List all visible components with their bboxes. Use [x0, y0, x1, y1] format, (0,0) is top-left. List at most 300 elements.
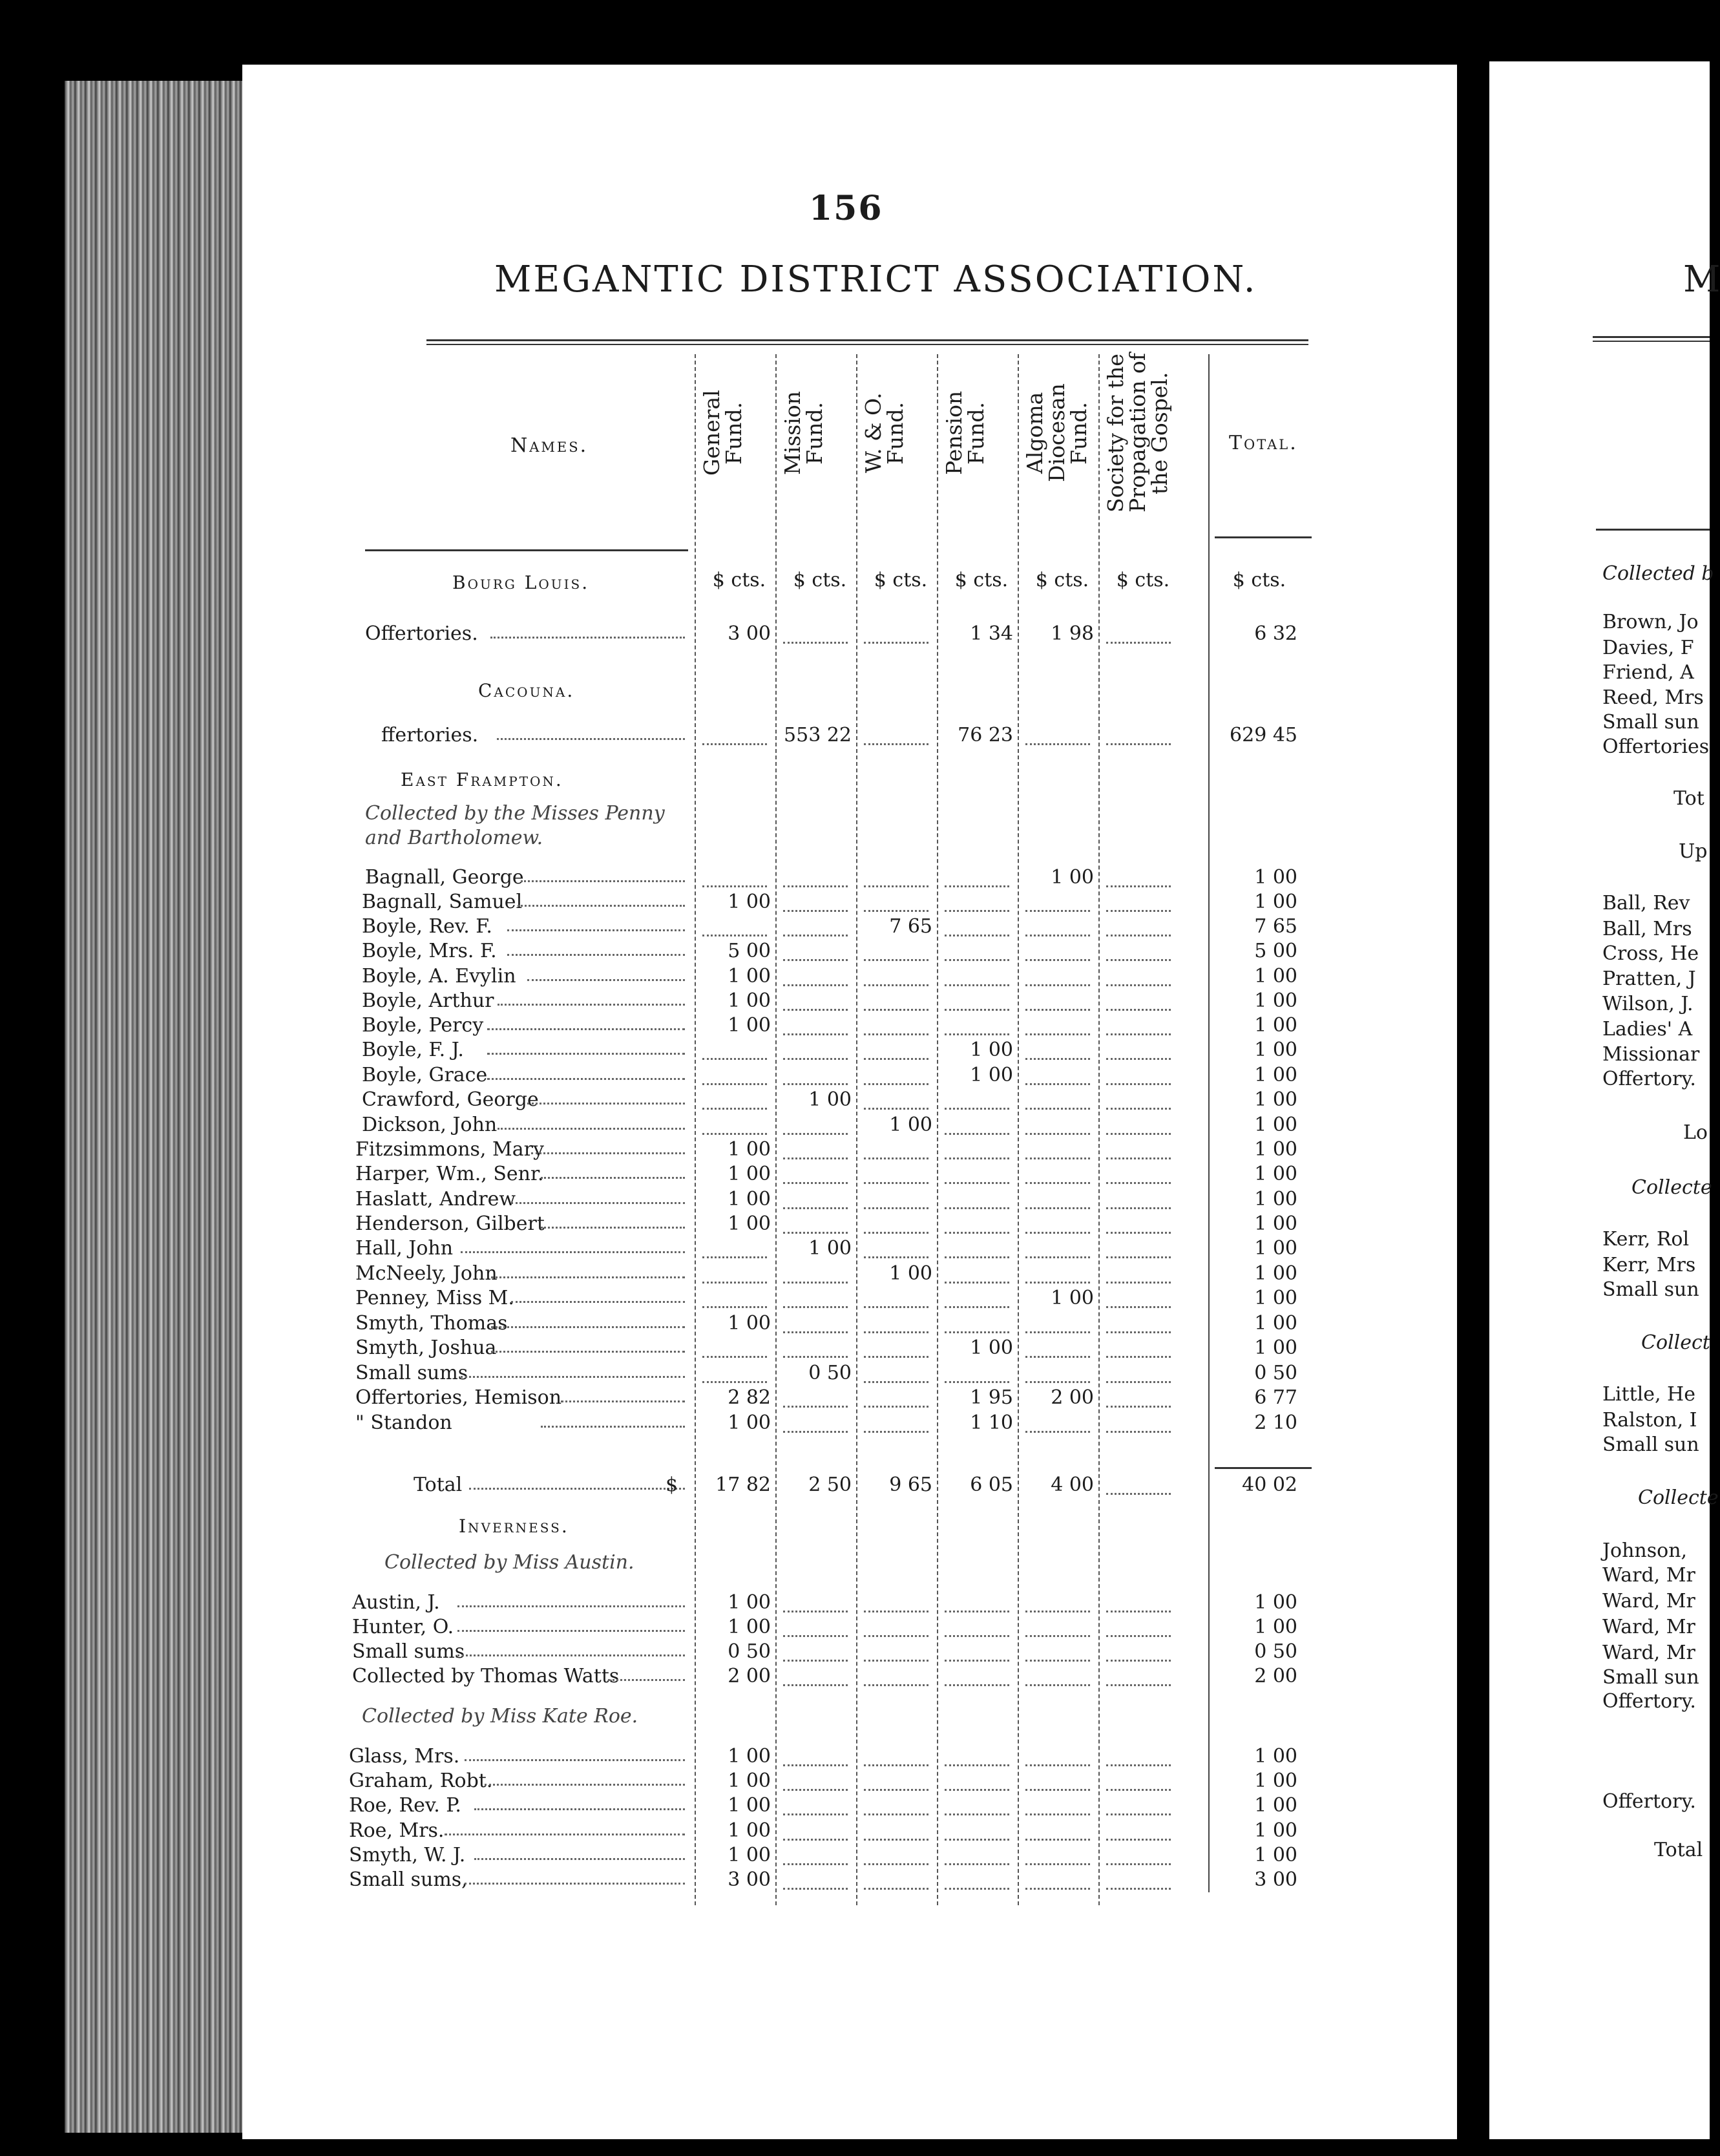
row-name: Penney, Miss M.	[355, 1287, 514, 1309]
empty-cell-dots	[702, 1340, 767, 1358]
table-row	[0, 1819, 1710, 1841]
header-fund-2: Mission Fund.	[780, 391, 827, 475]
total-rule	[1215, 1467, 1312, 1469]
right-page-line: Reed, Mrs	[1602, 686, 1704, 709]
empty-cell-dots	[864, 1366, 928, 1383]
row-name: Smyth, Joshua	[355, 1337, 497, 1359]
empty-cell-dots	[1025, 993, 1090, 1011]
empty-cell-dots	[783, 969, 848, 986]
header-fund-5: Algoma Diocesan Fund.	[1022, 383, 1091, 483]
right-page-line: Collecte	[1631, 1176, 1712, 1199]
leader-dots	[507, 929, 685, 931]
right-page-line: Johnson,	[1602, 1539, 1688, 1562]
empty-cell-dots	[945, 1823, 1009, 1841]
empty-cell-dots	[702, 728, 767, 745]
right-page-line: Missionar	[1602, 1043, 1700, 1066]
right-page-line: Ward, Mr	[1602, 1642, 1695, 1664]
total-dollar-sign: $	[666, 1474, 678, 1496]
row-name: Total	[414, 1474, 463, 1496]
empty-cell-dots	[945, 1291, 1009, 1308]
empty-cell-dots	[1025, 1415, 1090, 1433]
amount-cell: 1 00	[1254, 1212, 1297, 1235]
table-row	[0, 965, 1710, 987]
table-row	[0, 1088, 1710, 1110]
empty-cell-dots	[864, 1042, 928, 1060]
empty-cell-dots	[783, 1316, 848, 1333]
empty-cell-dots	[864, 1018, 928, 1035]
right-page-line: Offertory.	[1602, 1690, 1696, 1713]
empty-cell-dots	[864, 1241, 928, 1258]
right-page-line: Ward, Mr	[1602, 1590, 1695, 1612]
table-row	[0, 1262, 1710, 1284]
amount-cell: 1 00	[728, 1844, 771, 1866]
empty-cell-dots	[1106, 728, 1171, 745]
row-name: Glass, Mrs.	[349, 1745, 460, 1768]
amount-cell: 5 00	[1254, 940, 1297, 962]
leader-dots	[490, 637, 685, 639]
empty-cell-dots	[945, 1092, 1009, 1110]
row-name: Offertories.	[365, 622, 478, 645]
row-name: Boyle, Grace	[362, 1064, 488, 1086]
empty-cell-dots	[783, 1167, 848, 1184]
amount-cell: 1 00	[728, 965, 771, 988]
unit-label: $ cts.	[1116, 569, 1170, 591]
right-page-line: Small sun	[1602, 711, 1699, 734]
section-heading: Inverness.	[459, 1516, 569, 1537]
amount-cell: 0 50	[1254, 1640, 1297, 1663]
empty-cell-dots	[945, 1167, 1009, 1184]
table-row	[0, 1138, 1710, 1160]
empty-cell-dots	[1025, 1092, 1090, 1110]
empty-cell-dots	[945, 1142, 1009, 1159]
empty-cell-dots	[1106, 1167, 1171, 1184]
empty-cell-dots	[1025, 1848, 1090, 1865]
amount-cell: 1 00	[1254, 1114, 1297, 1136]
empty-cell-dots	[1106, 1291, 1171, 1308]
table-row	[0, 866, 1710, 888]
right-page-line: Collecte	[1638, 1486, 1719, 1509]
leader-dots	[461, 1376, 685, 1378]
table-row	[0, 1337, 1710, 1358]
right-page-line: Small sun	[1602, 1433, 1699, 1456]
empty-cell-dots	[1025, 1042, 1090, 1060]
table-row	[0, 1212, 1710, 1234]
amount-cell: 1 00	[728, 1138, 771, 1161]
empty-cell-dots	[864, 870, 928, 887]
empty-cell-dots	[783, 1340, 848, 1358]
empty-cell-dots	[1106, 969, 1171, 986]
row-name: Harper, Wm., Senr.	[355, 1163, 544, 1185]
empty-cell-dots	[1106, 1823, 1171, 1841]
table-row	[0, 1114, 1710, 1136]
row-name: Boyle, A. Evylin	[362, 965, 516, 988]
empty-cell-dots	[1025, 894, 1090, 912]
amount-cell: 1 00	[1051, 1287, 1094, 1309]
amount-cell: 3 00	[728, 1868, 771, 1891]
empty-cell-dots	[945, 1241, 1009, 1258]
amount-cell: 1 00	[1254, 1844, 1297, 1866]
amount-cell: 1 00	[1254, 866, 1297, 889]
empty-cell-dots	[1106, 1316, 1171, 1333]
right-page-title: M	[1683, 259, 1720, 301]
empty-cell-dots	[783, 993, 848, 1011]
amount-cell: 1 00	[970, 1039, 1013, 1061]
empty-cell-dots	[783, 1798, 848, 1815]
header-fund-4: Pension Fund.	[941, 390, 989, 476]
empty-cell-dots	[1025, 1872, 1090, 1890]
empty-cell-dots	[783, 944, 848, 961]
amount-cell: 7 65	[1254, 915, 1297, 938]
empty-cell-dots	[945, 1117, 1009, 1135]
leader-dots	[507, 954, 685, 956]
amount-cell: 2 50	[808, 1474, 852, 1496]
table-row	[0, 1039, 1710, 1061]
row-name: Boyle, F. J.	[362, 1039, 464, 1061]
empty-cell-dots	[1106, 1366, 1171, 1383]
leader-dots	[527, 1103, 685, 1104]
unit-label: $ cts.	[1035, 569, 1089, 591]
row-name: Boyle, Mrs. F.	[362, 940, 497, 962]
amount-cell: 2 00	[1051, 1386, 1094, 1409]
amount-cell: 1 00	[728, 1794, 771, 1817]
leader-dots	[465, 1759, 686, 1761]
empty-cell-dots	[783, 1390, 848, 1408]
empty-cell-dots	[945, 1798, 1009, 1815]
page-title: MEGANTIC DISTRICT ASSOCIATION.	[494, 259, 1257, 301]
leader-dots	[541, 1426, 685, 1428]
amount-cell: 629 45	[1230, 724, 1297, 746]
empty-cell-dots	[702, 919, 767, 936]
table-row	[0, 1665, 1710, 1687]
empty-cell-dots	[945, 1848, 1009, 1865]
empty-cell-dots	[945, 919, 1009, 936]
amount-cell: 1 00	[1254, 1770, 1297, 1792]
empty-cell-dots	[864, 1749, 928, 1766]
right-page-line: Kerr, Mrs	[1602, 1254, 1696, 1276]
empty-cell-dots	[702, 1266, 767, 1284]
table-row	[0, 1064, 1710, 1086]
leader-dots	[461, 1251, 685, 1253]
right-page-line: Ward, Mr	[1602, 1616, 1695, 1638]
row-name: Small sums	[355, 1362, 468, 1384]
empty-cell-dots	[864, 1192, 928, 1209]
empty-cell-dots	[864, 1798, 928, 1815]
right-page-line: Ladies' A	[1602, 1018, 1693, 1041]
page-number: 156	[809, 189, 883, 228]
empty-cell-dots	[783, 1620, 848, 1637]
right-page-line: Ball, Mrs	[1602, 918, 1692, 940]
row-name: Dickson, John	[362, 1114, 498, 1136]
table-row	[0, 1616, 1710, 1638]
right-page-line: Kerr, Rol	[1602, 1228, 1690, 1251]
empty-cell-dots	[783, 1644, 848, 1662]
amount-cell: 1 00	[728, 891, 771, 913]
empty-cell-dots	[945, 1620, 1009, 1637]
leader-dots	[521, 880, 686, 882]
amount-cell: 1 00	[808, 1237, 852, 1260]
column-divider	[1208, 354, 1210, 1892]
empty-cell-dots	[1106, 1266, 1171, 1284]
table-row	[0, 1014, 1710, 1036]
amount-cell: 1 00	[1254, 1616, 1297, 1638]
amount-cell: 1 00	[970, 1337, 1013, 1359]
table-row	[0, 1640, 1710, 1662]
right-page-line: Davies, F	[1602, 637, 1694, 659]
empty-cell-dots	[783, 1823, 848, 1841]
amount-cell: 0 50	[728, 1640, 771, 1663]
right-page-line: Brown, Jo	[1602, 611, 1699, 633]
leader-dots	[527, 979, 685, 981]
right-page-line: Friend, A	[1602, 661, 1694, 684]
empty-cell-dots	[783, 1291, 848, 1308]
amount-cell: 1 00	[1254, 1337, 1297, 1359]
empty-cell-dots	[1025, 919, 1090, 936]
amount-cell: 6 05	[970, 1474, 1013, 1496]
empty-cell-dots	[1025, 1340, 1090, 1358]
table-row	[0, 1770, 1710, 1791]
amount-cell: 1 00	[808, 1088, 852, 1111]
empty-cell-dots	[864, 728, 928, 745]
amount-cell: 1 00	[728, 1819, 771, 1842]
empty-cell-dots	[1025, 1117, 1090, 1135]
empty-cell-dots	[783, 894, 848, 912]
amount-cell: 1 00	[728, 989, 771, 1012]
amount-cell: 1 00	[728, 1745, 771, 1768]
amount-cell: 1 00	[728, 1312, 771, 1335]
section-heading: Cacouna.	[478, 680, 575, 701]
empty-cell-dots	[783, 919, 848, 936]
leader-dots	[511, 1301, 686, 1303]
leader-dots	[445, 1834, 686, 1835]
amount-cell: 1 00	[889, 1262, 932, 1285]
row-name: Boyle, Arthur	[362, 989, 494, 1012]
empty-cell-dots	[945, 870, 1009, 887]
right-page-line: Ralston, I	[1602, 1409, 1697, 1432]
table-row	[0, 915, 1710, 937]
empty-cell-dots	[864, 1167, 928, 1184]
table-row	[0, 724, 1710, 746]
table-row	[0, 1312, 1710, 1334]
amount-cell: 76 23	[958, 724, 1013, 746]
amount-cell: 0 50	[808, 1362, 852, 1384]
empty-cell-dots	[945, 1749, 1009, 1766]
header-fund-1: General Fund.	[699, 390, 746, 476]
empty-cell-dots	[1025, 1620, 1090, 1637]
empty-cell-dots	[1106, 1644, 1171, 1662]
amount-cell: 1 00	[889, 1114, 932, 1136]
row-name: Henderson, Gilbert	[355, 1212, 545, 1235]
empty-cell-dots	[864, 626, 928, 644]
leader-dots	[487, 1053, 685, 1055]
right-page-line: Ball, Rev	[1602, 892, 1690, 914]
leader-dots	[474, 1858, 685, 1860]
table-row	[0, 1362, 1710, 1384]
leader-dots	[457, 1630, 685, 1632]
empty-cell-dots	[702, 1068, 767, 1085]
row-name: ffertories.	[381, 724, 479, 746]
amount-cell: 1 00	[1254, 1014, 1297, 1037]
amount-cell: 1 00	[1254, 1591, 1297, 1614]
table-row	[0, 1474, 1710, 1495]
empty-cell-dots	[1106, 1241, 1171, 1258]
right-page-line: Offertory.	[1602, 1790, 1696, 1813]
amount-cell: 553 22	[784, 724, 852, 746]
row-name: Roe, Mrs.	[349, 1819, 445, 1842]
amount-cell: 1 00	[728, 1411, 771, 1434]
empty-cell-dots	[945, 1595, 1009, 1612]
amount-cell: 3 00	[728, 622, 771, 645]
unit-label: $ cts.	[874, 569, 928, 591]
amount-cell: 2 00	[728, 1665, 771, 1687]
empty-cell-dots	[864, 1390, 928, 1408]
empty-cell-dots	[783, 1216, 848, 1234]
header-bottom-rule-total	[1215, 536, 1312, 538]
amount-cell: 1 00	[1254, 1312, 1297, 1335]
empty-cell-dots	[1025, 1669, 1090, 1686]
leader-dots	[487, 1078, 685, 1080]
row-name: Bagnall, Samuel	[362, 891, 523, 913]
empty-cell-dots	[864, 1291, 928, 1308]
empty-cell-dots	[945, 993, 1009, 1011]
empty-cell-dots	[864, 1595, 928, 1612]
right-page-line: Cross, He	[1602, 942, 1699, 965]
amount-cell: 1 10	[970, 1411, 1013, 1434]
empty-cell-dots	[864, 894, 928, 912]
table-row	[0, 989, 1710, 1011]
row-name: " Standon	[355, 1411, 452, 1434]
collector-note: Collected by Miss Kate Roe.	[362, 1705, 638, 1728]
empty-cell-dots	[945, 944, 1009, 961]
amount-cell: 17 82	[715, 1474, 771, 1496]
collector-note: Collected by Miss Austin.	[384, 1551, 635, 1574]
amount-cell: 1 95	[970, 1386, 1013, 1409]
right-page-line: Wilson, J.	[1602, 993, 1694, 1015]
empty-cell-dots	[783, 1848, 848, 1865]
empty-cell-dots	[945, 1316, 1009, 1333]
empty-cell-dots	[864, 1340, 928, 1358]
amount-cell: 40 02	[1242, 1474, 1297, 1496]
empty-cell-dots	[1025, 1366, 1090, 1383]
empty-cell-dots	[1106, 1042, 1171, 1060]
collector-note: Collected by the Misses Penny and Bartholomew.	[365, 802, 665, 849]
empty-cell-dots	[1106, 1390, 1171, 1408]
leader-dots	[487, 1028, 685, 1030]
row-name: Offertories, Hemison	[355, 1386, 562, 1409]
leader-dots	[518, 905, 686, 907]
leader-dots	[531, 1152, 686, 1154]
amount-cell: 1 00	[1254, 1237, 1297, 1260]
empty-cell-dots	[1106, 1620, 1171, 1637]
amount-cell: 1 00	[728, 1188, 771, 1210]
amount-cell: 1 00	[970, 1064, 1013, 1086]
amount-cell: 3 00	[1254, 1868, 1297, 1891]
empty-cell-dots	[864, 1092, 928, 1110]
amount-cell: 1 00	[1254, 965, 1297, 988]
row-name: Roe, Rev. P.	[349, 1794, 461, 1817]
header-total: Total.	[1229, 432, 1298, 454]
amount-cell: 1 00	[1254, 1163, 1297, 1185]
empty-cell-dots	[1025, 969, 1090, 986]
empty-cell-dots	[864, 1142, 928, 1159]
table-row	[0, 891, 1710, 913]
row-name: Graham, Robt.	[349, 1770, 493, 1792]
empty-cell-dots	[1025, 1266, 1090, 1284]
empty-cell-dots	[1106, 1216, 1171, 1234]
row-name: Collected by Thomas Watts	[352, 1665, 620, 1687]
unit-label: $ cts.	[793, 569, 847, 591]
empty-cell-dots	[783, 1117, 848, 1135]
right-page-line: Pratten, J	[1602, 967, 1696, 990]
right-page-line: Ward, Mr	[1602, 1564, 1695, 1587]
empty-cell-dots	[1025, 1644, 1090, 1662]
amount-cell: 5 00	[728, 940, 771, 962]
empty-cell-dots	[864, 1316, 928, 1333]
empty-cell-dots	[1106, 993, 1171, 1011]
empty-cell-dots	[702, 1291, 767, 1308]
empty-cell-dots	[783, 1872, 848, 1890]
empty-cell-dots	[945, 1872, 1009, 1890]
leader-dots	[561, 1400, 685, 1402]
amount-cell: 1 00	[1254, 1088, 1297, 1111]
empty-cell-dots	[1025, 1595, 1090, 1612]
amount-cell: 1 00	[1254, 1287, 1297, 1309]
empty-cell-dots	[945, 969, 1009, 986]
amount-cell: 1 00	[728, 1591, 771, 1614]
unit-label: $ cts.	[1232, 569, 1286, 591]
amount-cell: 1 98	[1051, 622, 1094, 645]
table-row	[0, 622, 1710, 644]
empty-cell-dots	[945, 1216, 1009, 1234]
amount-cell: 1 00	[1254, 1794, 1297, 1817]
amount-cell: 1 00	[1051, 866, 1094, 889]
leader-dots	[465, 1883, 686, 1885]
empty-cell-dots	[864, 1068, 928, 1085]
empty-cell-dots	[783, 1669, 848, 1686]
empty-cell-dots	[1025, 1142, 1090, 1159]
row-name: Austin, J.	[352, 1591, 440, 1614]
section-heading: East Frampton.	[401, 769, 563, 790]
empty-cell-dots	[864, 1620, 928, 1637]
leader-dots	[485, 1784, 686, 1786]
amount-cell: 0 50	[1254, 1362, 1297, 1384]
empty-cell-dots	[1025, 728, 1090, 745]
empty-cell-dots	[1106, 1595, 1171, 1612]
empty-cell-dots	[1025, 944, 1090, 961]
empty-cell-dots	[702, 1092, 767, 1110]
empty-cell-dots	[783, 1018, 848, 1035]
empty-cell-dots	[945, 1192, 1009, 1209]
empty-cell-dots	[783, 1773, 848, 1791]
row-name: Small sums,	[349, 1868, 468, 1891]
leader-dots	[608, 1679, 686, 1681]
empty-cell-dots	[1106, 1068, 1171, 1085]
right-page-line: Small sun	[1602, 1666, 1699, 1689]
amount-cell: 1 00	[1254, 1262, 1297, 1285]
amount-cell: 1 00	[728, 1212, 771, 1235]
leader-dots	[511, 1202, 686, 1204]
row-name: McNeely, John	[355, 1262, 498, 1285]
empty-cell-dots	[783, 1068, 848, 1085]
amount-cell: 1 00	[728, 1163, 771, 1185]
empty-cell-dots	[864, 993, 928, 1011]
amount-cell: 6 32	[1254, 622, 1297, 645]
row-name: Crawford, George	[362, 1088, 539, 1111]
header-fund-3: W. & O. Fund.	[861, 392, 908, 474]
empty-cell-dots	[1106, 1798, 1171, 1815]
right-page-rule	[1593, 336, 1710, 342]
table-row	[0, 1794, 1710, 1816]
empty-cell-dots	[783, 626, 848, 644]
